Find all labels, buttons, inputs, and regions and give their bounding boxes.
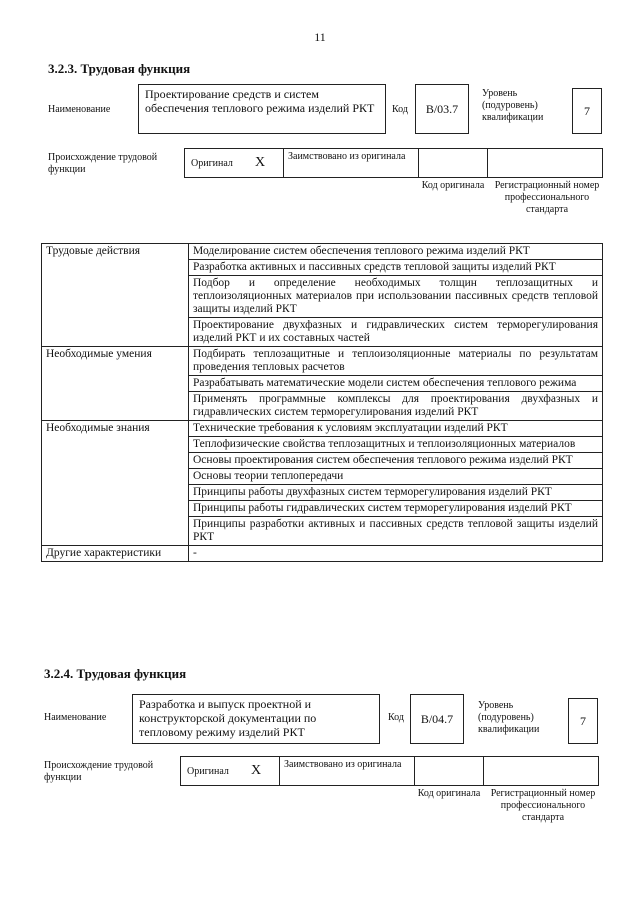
table-category-cell: Необходимые умения — [42, 347, 189, 421]
table-item-cell: Применять программные комплексы для проектирования двухфазных и гидравлических систем терморегулирования изделий РКТ — [189, 392, 603, 421]
registration-number-cell-2 — [483, 756, 599, 786]
section-heading-3-2-4: 3.2.4. Трудовая функция — [44, 666, 187, 681]
table-item-cell: Разработка активных и пассивных средств тепловой защиты изделий РКТ — [189, 260, 603, 276]
table-item-cell: Подбирать теплозащитные и теплоизоляционные материалы по результатам проведения тепловых расчетов — [189, 347, 603, 376]
function-code-box: B/03.7 — [415, 84, 469, 134]
level-value-box-2: 7 — [568, 698, 598, 744]
original-label: Оригинал — [191, 158, 233, 169]
table-category-cell: Необходимые знания — [42, 421, 189, 546]
regnum-caption: Регистрационный номер профессионального стандарта — [494, 180, 600, 215]
borrowed-label-2: Заимствовано из оригинала — [284, 759, 402, 770]
original-label-2: Оригинал — [187, 766, 229, 777]
level-value-box: 7 — [572, 88, 602, 134]
original-code-cell-2 — [414, 756, 484, 786]
registration-number-cell — [487, 148, 603, 178]
table-item-cell: Проектирование двухфазных и гидравлических систем терморегулирования изделий РКТ и их составных частей — [189, 318, 603, 347]
table-row — [42, 244, 603, 260]
table-item-cell: Технические требования к условиям эксплуатации изделий РКТ — [189, 421, 603, 437]
level-label: Уровень (подуровень) квалификации — [482, 88, 544, 123]
page-number: 11 — [314, 30, 326, 44]
name-label-2: Наименование — [44, 712, 107, 723]
table-item-cell: Принципы работы гидравлических систем терморегулирования изделий РКТ — [189, 501, 603, 517]
table-row — [42, 347, 603, 376]
table-item-cell: - — [189, 546, 603, 562]
code-label: Код — [392, 104, 408, 115]
name-label: Наименование — [48, 104, 111, 115]
table-item-cell: Принципы работы двухфазных систем терморегулирования изделий РКТ — [189, 485, 603, 501]
table-row — [42, 421, 603, 437]
table-item-cell: Принципы разработки активных и пассивных средств тепловой защиты изделий РКТ — [189, 517, 603, 546]
table-item-cell: Основы теории теплопередачи — [189, 469, 603, 485]
function-details-table — [41, 243, 603, 562]
borrowed-cell — [283, 148, 419, 178]
regnum-caption-2: Регистрационный номер профессионального стандарта — [490, 788, 596, 823]
original-mark-2: X — [251, 763, 262, 778]
borrowed-cell-2 — [279, 756, 415, 786]
code-label-2: Код — [388, 712, 404, 723]
borrowed-label: Заимствовано из оригинала — [288, 151, 406, 162]
table-item-cell: Теплофизические свойства теплозащитных и теплоизоляционных материалов — [189, 437, 603, 453]
origin-label-2: Происхождение трудовой функции — [44, 760, 154, 783]
section-heading-3-2-3: 3.2.3. Трудовая функция — [48, 61, 191, 76]
original-cell — [184, 148, 284, 178]
table-item-cell: Разрабатывать математические модели систем обеспечения теплового режима — [189, 376, 603, 392]
original-mark: X — [255, 155, 266, 170]
table-item-cell: Основы проектирования систем обеспечения теплового режима изделий РКТ — [189, 453, 603, 469]
table-row — [42, 546, 603, 562]
code-caption: Код оригинала — [421, 180, 485, 191]
function-name-box: Проектирование средств и систем обеспечения теплового режима изделий РКТ — [138, 84, 386, 134]
table-category-cell: Другие характеристики — [42, 546, 189, 562]
level-label-2: Уровень (подуровень) квалификации — [478, 700, 540, 735]
table-item-cell: Подбор и определение необходимых толщин теплозащитных и теплоизоляционных материалов при использовании пассивных средств тепловой защиты изделий РКТ — [189, 276, 603, 318]
origin-label: Происхождение трудовой функции — [48, 152, 158, 175]
original-cell-2 — [180, 756, 280, 786]
code-caption-2: Код оригинала — [417, 788, 481, 799]
table-item-cell: Моделирование систем обеспечения теплового режима изделий РКТ — [189, 244, 603, 260]
function-code-box-2: B/04.7 — [410, 694, 464, 744]
original-code-cell — [418, 148, 488, 178]
function-name-box-2: Разработка и выпуск проектной и конструкторской документации по тепловому режиму изделий РКТ — [132, 694, 380, 744]
table-category-cell: Трудовые действия — [42, 244, 189, 347]
